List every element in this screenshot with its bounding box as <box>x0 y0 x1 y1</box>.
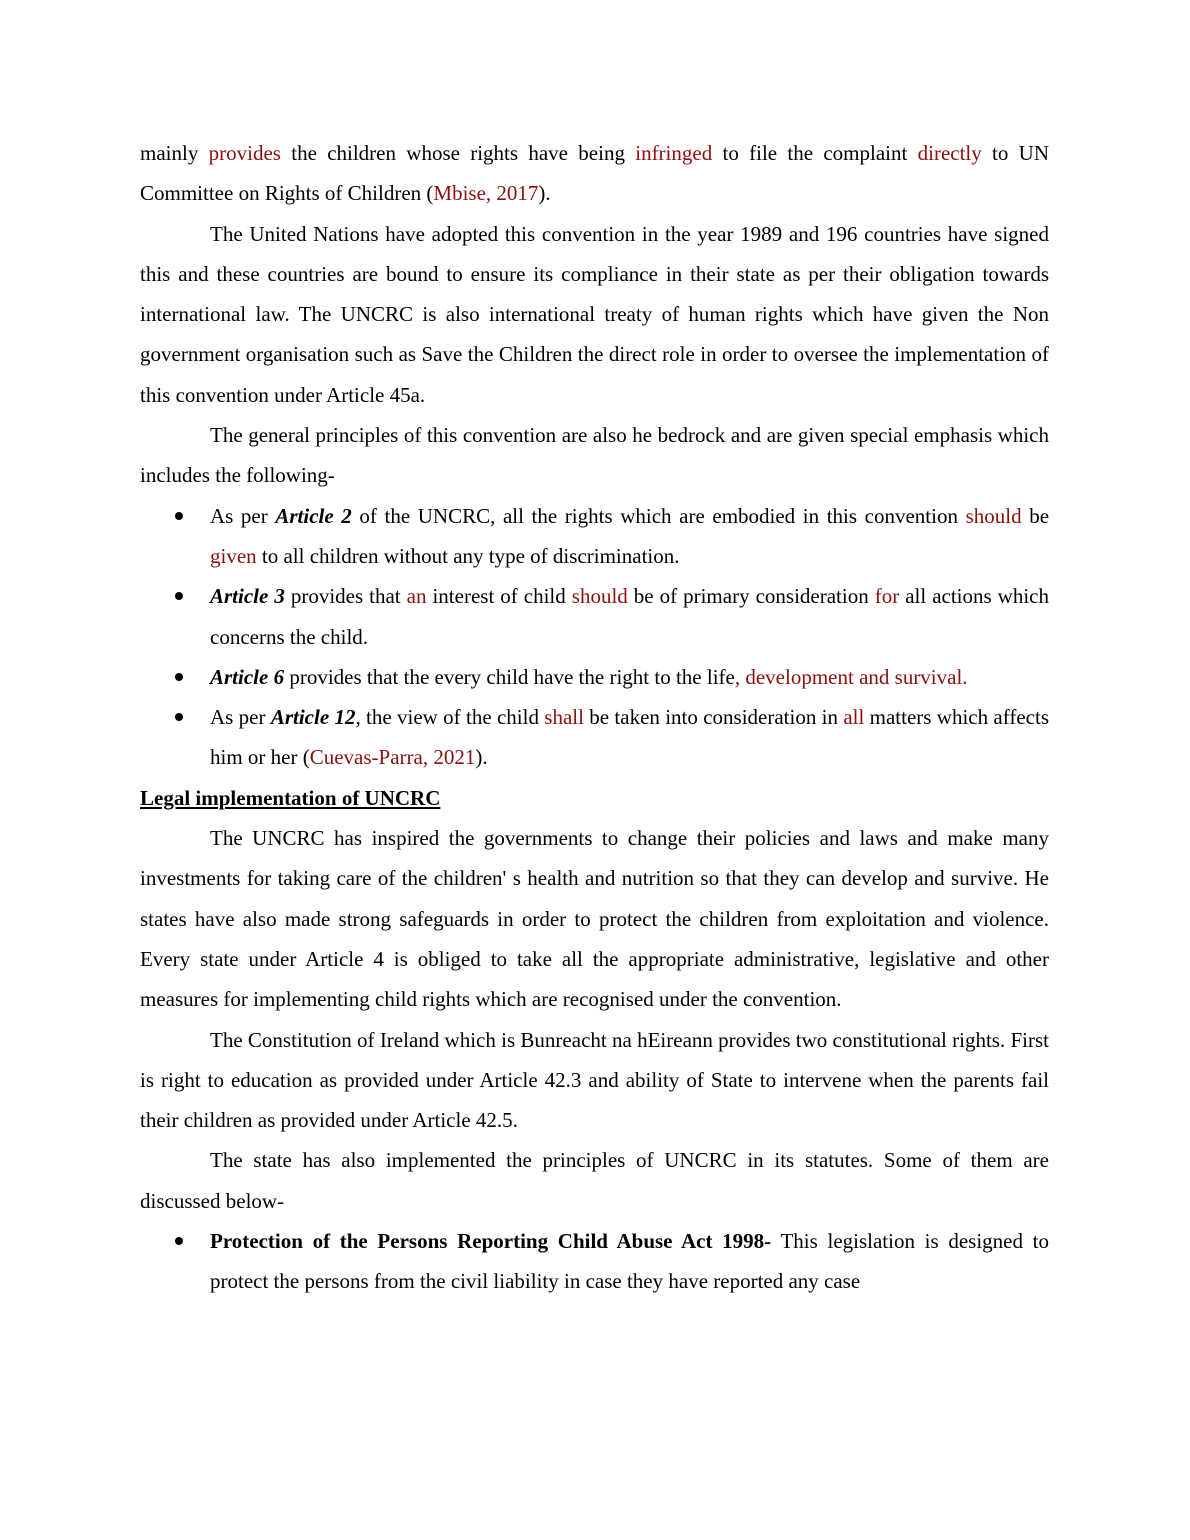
text-run: to UN Committee on Rights of Children ( <box>140 141 1050 206</box>
list-item: Article 3 provides that an interest of child should be of primary consideration for all actions which concerns the child. <box>140 576 1049 657</box>
highlighted-word: infringed <box>635 141 713 165</box>
highlighted-word: an <box>406 584 427 609</box>
article-reference: Article 3 <box>210 584 285 609</box>
bullet-icon <box>175 673 183 681</box>
paragraph-general-principles: The general principles of this convention are also he bedrock and are given special emphasis which includes the following- <box>140 423 1049 488</box>
list-item: As per Article 12, the view of the child shall be taken into consideration in all matters which affects him or her (Cuevas-Parra, 2021). <box>140 697 1049 778</box>
statutes-list <box>140 1221 1049 1302</box>
text-run: ). <box>538 181 551 206</box>
bullet-icon <box>175 592 183 600</box>
citation: Mbise, 2017 <box>433 181 539 206</box>
list-item: As per Article 2 of the UNCRC, all the rights which are embodied in this convention should be given to all children without any type of discrimination. <box>140 496 1049 577</box>
list-item: Protection of the Persons Reporting Child Abuse Act 1998- This legislation is designed to protect the persons from the civil liability in case they have reported any case <box>140 1221 1049 1302</box>
highlighted-word: should <box>571 584 628 609</box>
act-title: Protection of the Persons Reporting Child Abuse Act 1998- <box>210 1229 772 1254</box>
bullet-icon <box>175 713 183 721</box>
highlighted-word: directly <box>917 141 982 165</box>
highlighted-word: for <box>874 584 900 609</box>
highlighted-word: provides <box>208 141 281 165</box>
bullet-icon <box>175 1237 183 1245</box>
list-item: Article 6 provides that the every child have the right to the life, development and survival. <box>140 657 1049 697</box>
citation: Cuevas-Parra, 2021 <box>309 745 476 770</box>
highlighted-word: should <box>965 503 1022 528</box>
highlighted-word: , development and survival. <box>734 664 968 689</box>
text-run: mainly <box>140 141 209 165</box>
text-run: the children whose rights have being <box>280 141 636 165</box>
paragraph-continuation <box>140 133 1049 214</box>
highlighted-word: given <box>210 543 257 568</box>
article-reference: Article 12 <box>270 705 356 730</box>
document-page <box>140 133 1049 1302</box>
highlighted-word: all <box>843 705 865 730</box>
paragraph-constitution: The Constitution of Ireland which is Bunreacht na hEireann provides two constitutional rights. First is right to education as provided under Article 42.3 and ability of State to intervene when the parents fail their children as provided under Article 42.5. <box>140 1027 1049 1133</box>
paragraph-uncrc-inspired: The UNCRC has inspired the governments to change their policies and laws and make many investments for taking care of the children' s health and nutrition so that they can develop and survive. He states have also made strong safeguards in order to protect the children from exploitation and violence. Every state under Article 4 is obliged to take all the appropriate administrative, legislative and other measures for implementing child rights which are recognised under the convention. <box>140 826 1049 1012</box>
article-reference: Article 2 <box>275 503 352 528</box>
bullet-icon <box>175 512 183 520</box>
section-heading: Legal implementation of UNCRC <box>140 785 441 810</box>
principles-list <box>140 496 1049 778</box>
paragraph-statutes: The state has also implemented the principles of UNCRC in its statutes. Some of them are discussed below- <box>140 1148 1049 1213</box>
highlighted-word: shall <box>544 705 584 730</box>
paragraph-un-adoption: The United Nations have adopted this convention in the year 1989 and 196 countries have signed this and these countries are bound to ensure its compliance in their state as per their obligation towards international law. The UNCRC is also international treaty of human rights which have given the Non government organisation such as Save the Children the direct role in order to oversee the implementation of this convention under Article 45a. <box>140 221 1049 407</box>
article-reference: Article 6 <box>210 664 285 689</box>
text-run: to file the complaint <box>712 141 918 165</box>
